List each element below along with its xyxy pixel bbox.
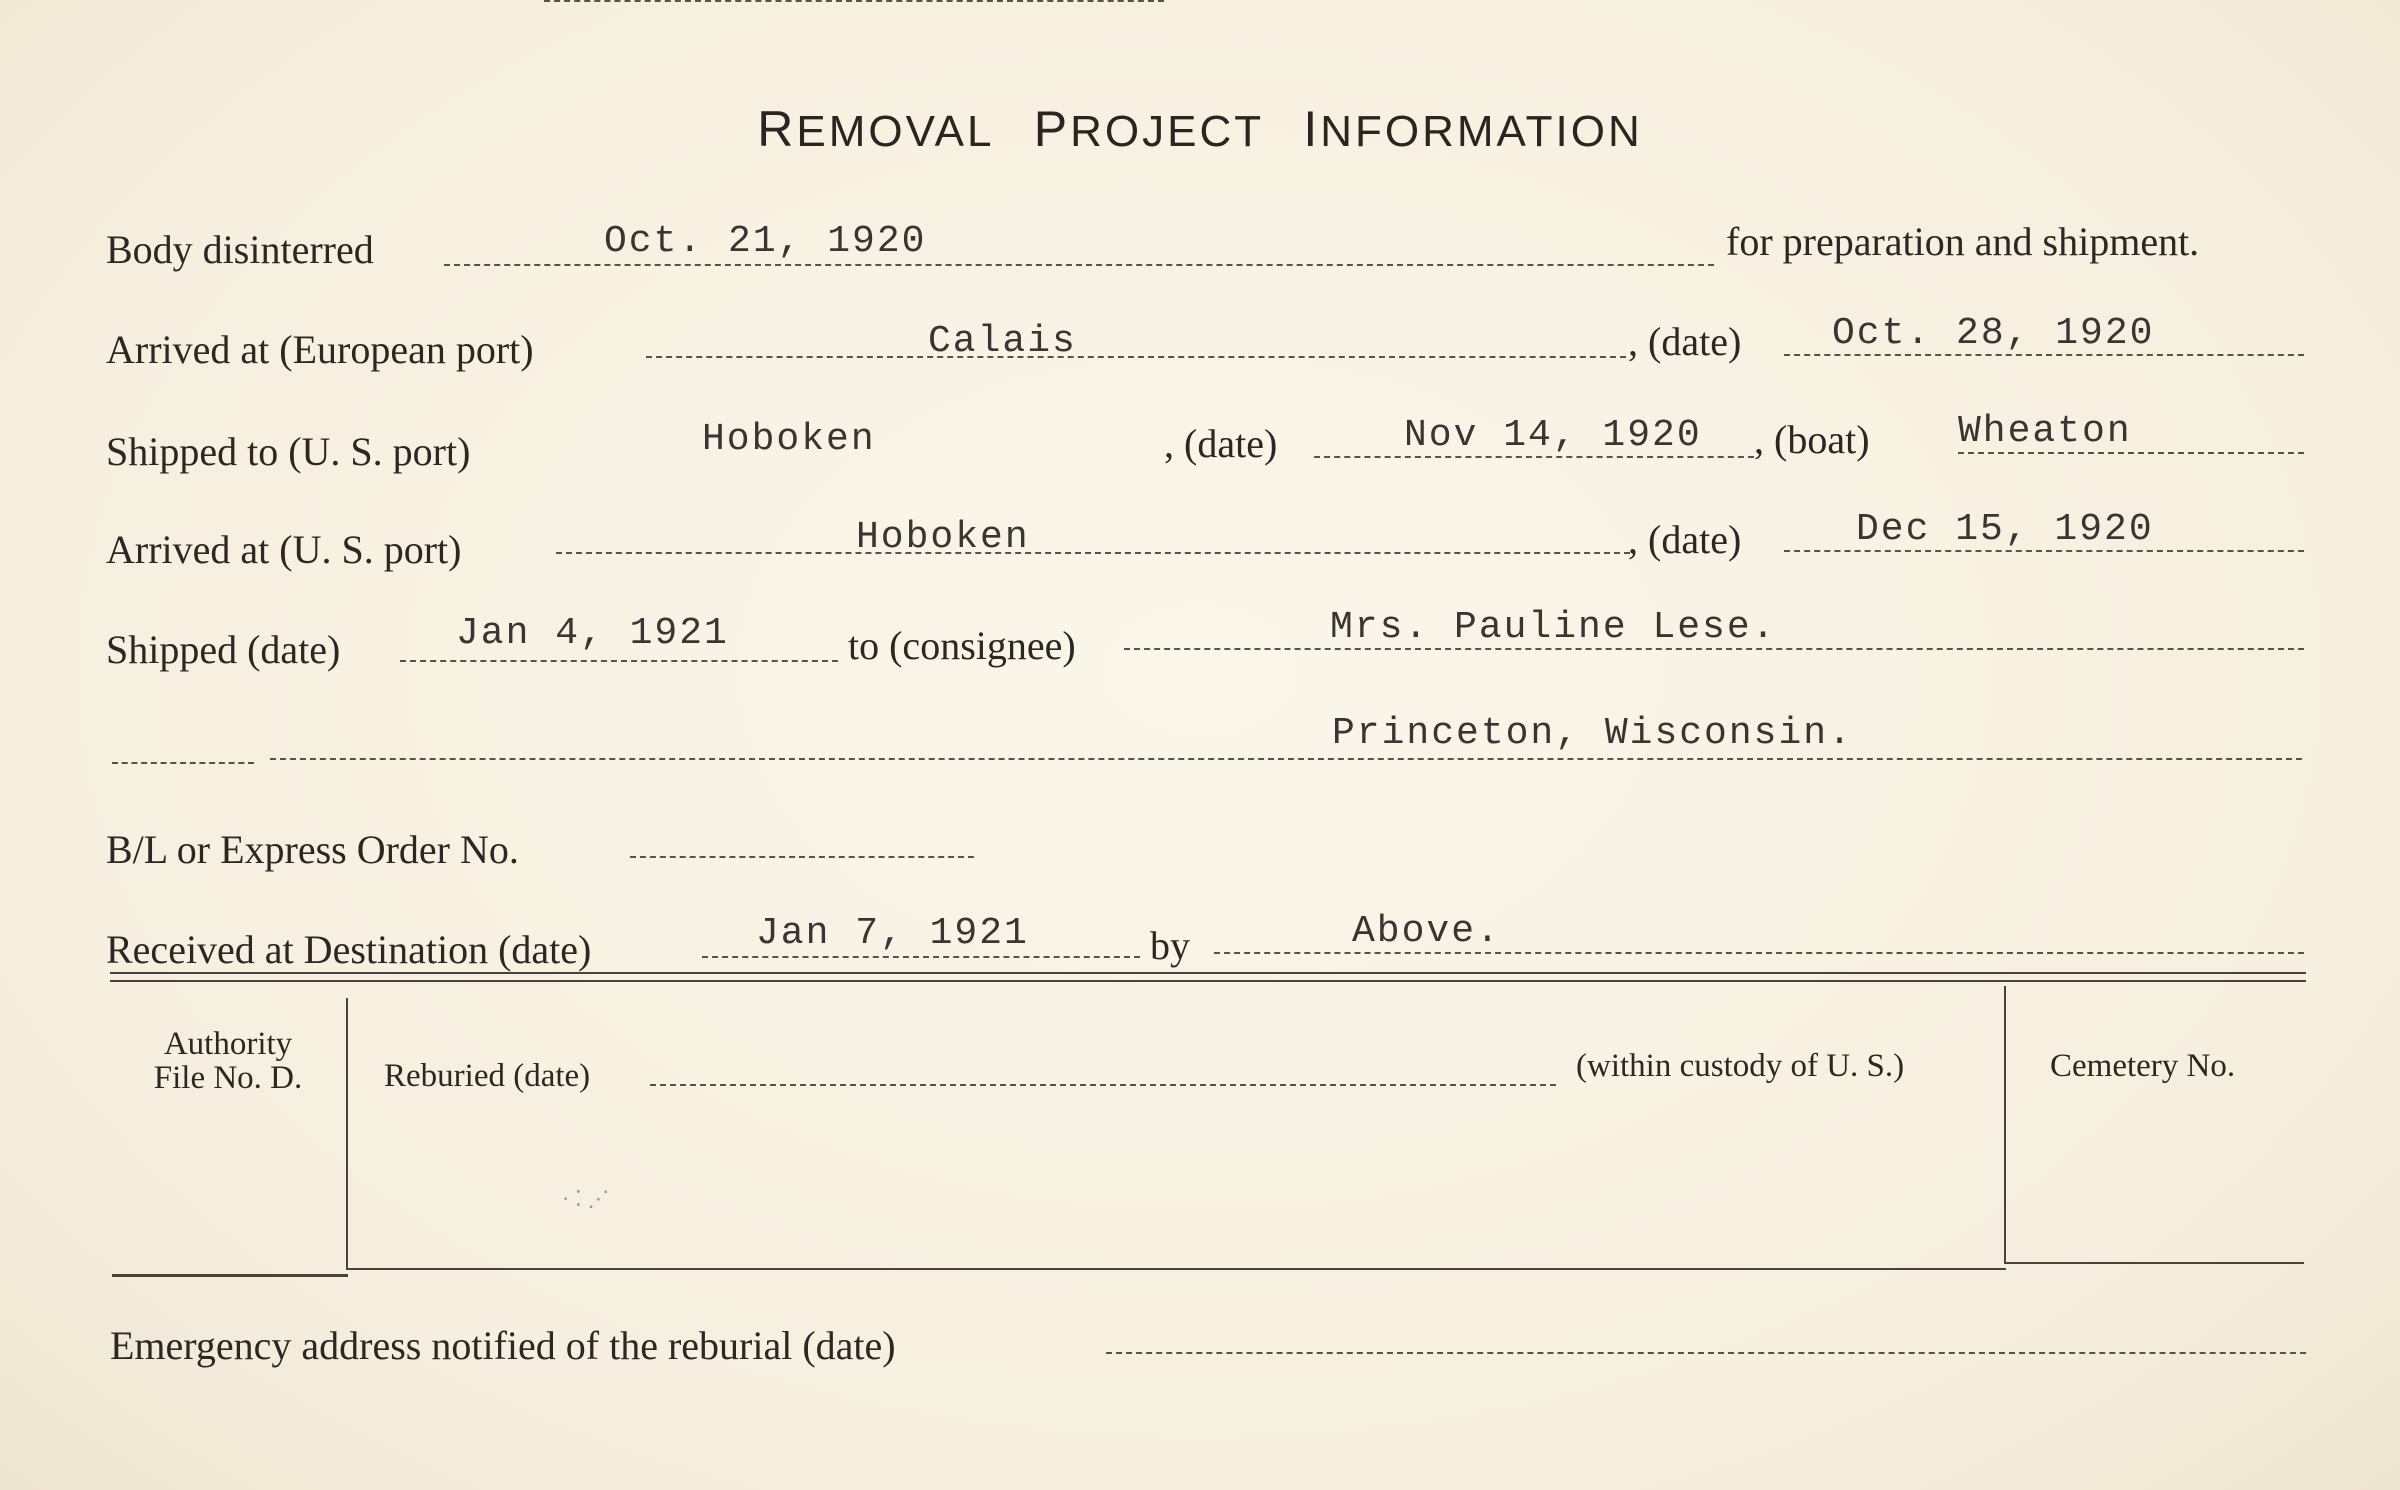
us-ship-date-value: Nov 14, 1920	[1404, 414, 1702, 457]
box-bottom-middle	[346, 1268, 2006, 1270]
boat-value: Wheaton	[1958, 410, 2132, 453]
ink-mark: · ⁚ ⋰	[562, 1186, 610, 1211]
shipped-date-line	[400, 660, 838, 662]
within-custody-label: (within custody of U. S.)	[1576, 1048, 1905, 1084]
by-label: by	[1150, 923, 1190, 968]
shipped-date-value: Jan 4, 1921	[456, 612, 729, 655]
form-title	[0, 100, 2400, 158]
arrived-us-port-label: Arrived at (U. S. port)	[106, 527, 462, 572]
reburied-date-line	[650, 1084, 1556, 1086]
authority-label-line1: Authority	[163, 1026, 293, 1062]
title-word-2: PROJECT	[1033, 101, 1265, 157]
body-disinterred-line	[444, 264, 1714, 266]
us-port-arrived-line	[556, 552, 1630, 554]
emergency-address-line	[1106, 1352, 2306, 1354]
european-port-value: Calais	[928, 320, 1077, 363]
box-divider-right	[2004, 986, 2006, 1262]
received-date-value: Jan 7, 1921	[756, 912, 1029, 955]
boat-label: , (boat)	[1754, 417, 1870, 462]
box-bottom-right	[2004, 1262, 2304, 1264]
shipped-to-us-port-label: Shipped to (U. S. port)	[106, 429, 471, 474]
european-date-label: , (date)	[1628, 319, 1742, 364]
double-rule-bottom	[110, 980, 2306, 982]
cemetery-no-label: Cemetery No.	[2050, 1048, 2236, 1084]
address-line	[270, 758, 2302, 760]
address-line-start	[112, 762, 254, 764]
us-ship-date-label: , (date)	[1164, 421, 1278, 466]
authority-label-line2: File No. D.	[153, 1060, 303, 1096]
european-arrival-date-value: Oct. 28, 1920	[1832, 312, 2155, 355]
us-arrival-date-label: , (date)	[1628, 517, 1742, 562]
us-port-shipped-line	[544, 0, 1164, 2]
us-port-shipped-value: Hoboken	[702, 418, 876, 461]
european-port-line	[646, 356, 1626, 358]
received-by-value: Above.	[1352, 910, 1501, 953]
disinterred-date-value: Oct. 21, 1920	[604, 220, 927, 263]
arrived-european-port-label: Arrived at (European port)	[106, 327, 534, 372]
received-destination-label: Received at Destination (date)	[106, 927, 592, 972]
us-port-arrived-value: Hoboken	[856, 516, 1030, 559]
body-disinterred-label: Body disinterred	[106, 227, 374, 272]
for-preparation-label: for preparation and shipment.	[1726, 219, 2200, 264]
bl-express-line	[630, 856, 974, 858]
consignee-address-value: Princeton, Wisconsin.	[1332, 712, 1853, 755]
title-word-3: INFORMATION	[1303, 101, 1643, 157]
title-word-1: REMOVAL	[757, 101, 995, 157]
double-rule-top	[110, 972, 2306, 974]
bl-express-label: B/L or Express Order No.	[106, 827, 519, 872]
consignee-value: Mrs. Pauline Lese.	[1330, 606, 1777, 649]
us-arrival-date-value: Dec 15, 1920	[1856, 508, 2154, 551]
box-bottom-left	[112, 1274, 348, 1277]
to-consignee-label: to (consignee)	[848, 623, 1076, 668]
emergency-address-label: Emergency address notified of the reburial (date)	[110, 1323, 896, 1368]
shipped-date-label: Shipped (date)	[106, 627, 341, 672]
received-date-line	[702, 956, 1140, 958]
reburied-date-label: Reburied (date)	[384, 1058, 591, 1094]
